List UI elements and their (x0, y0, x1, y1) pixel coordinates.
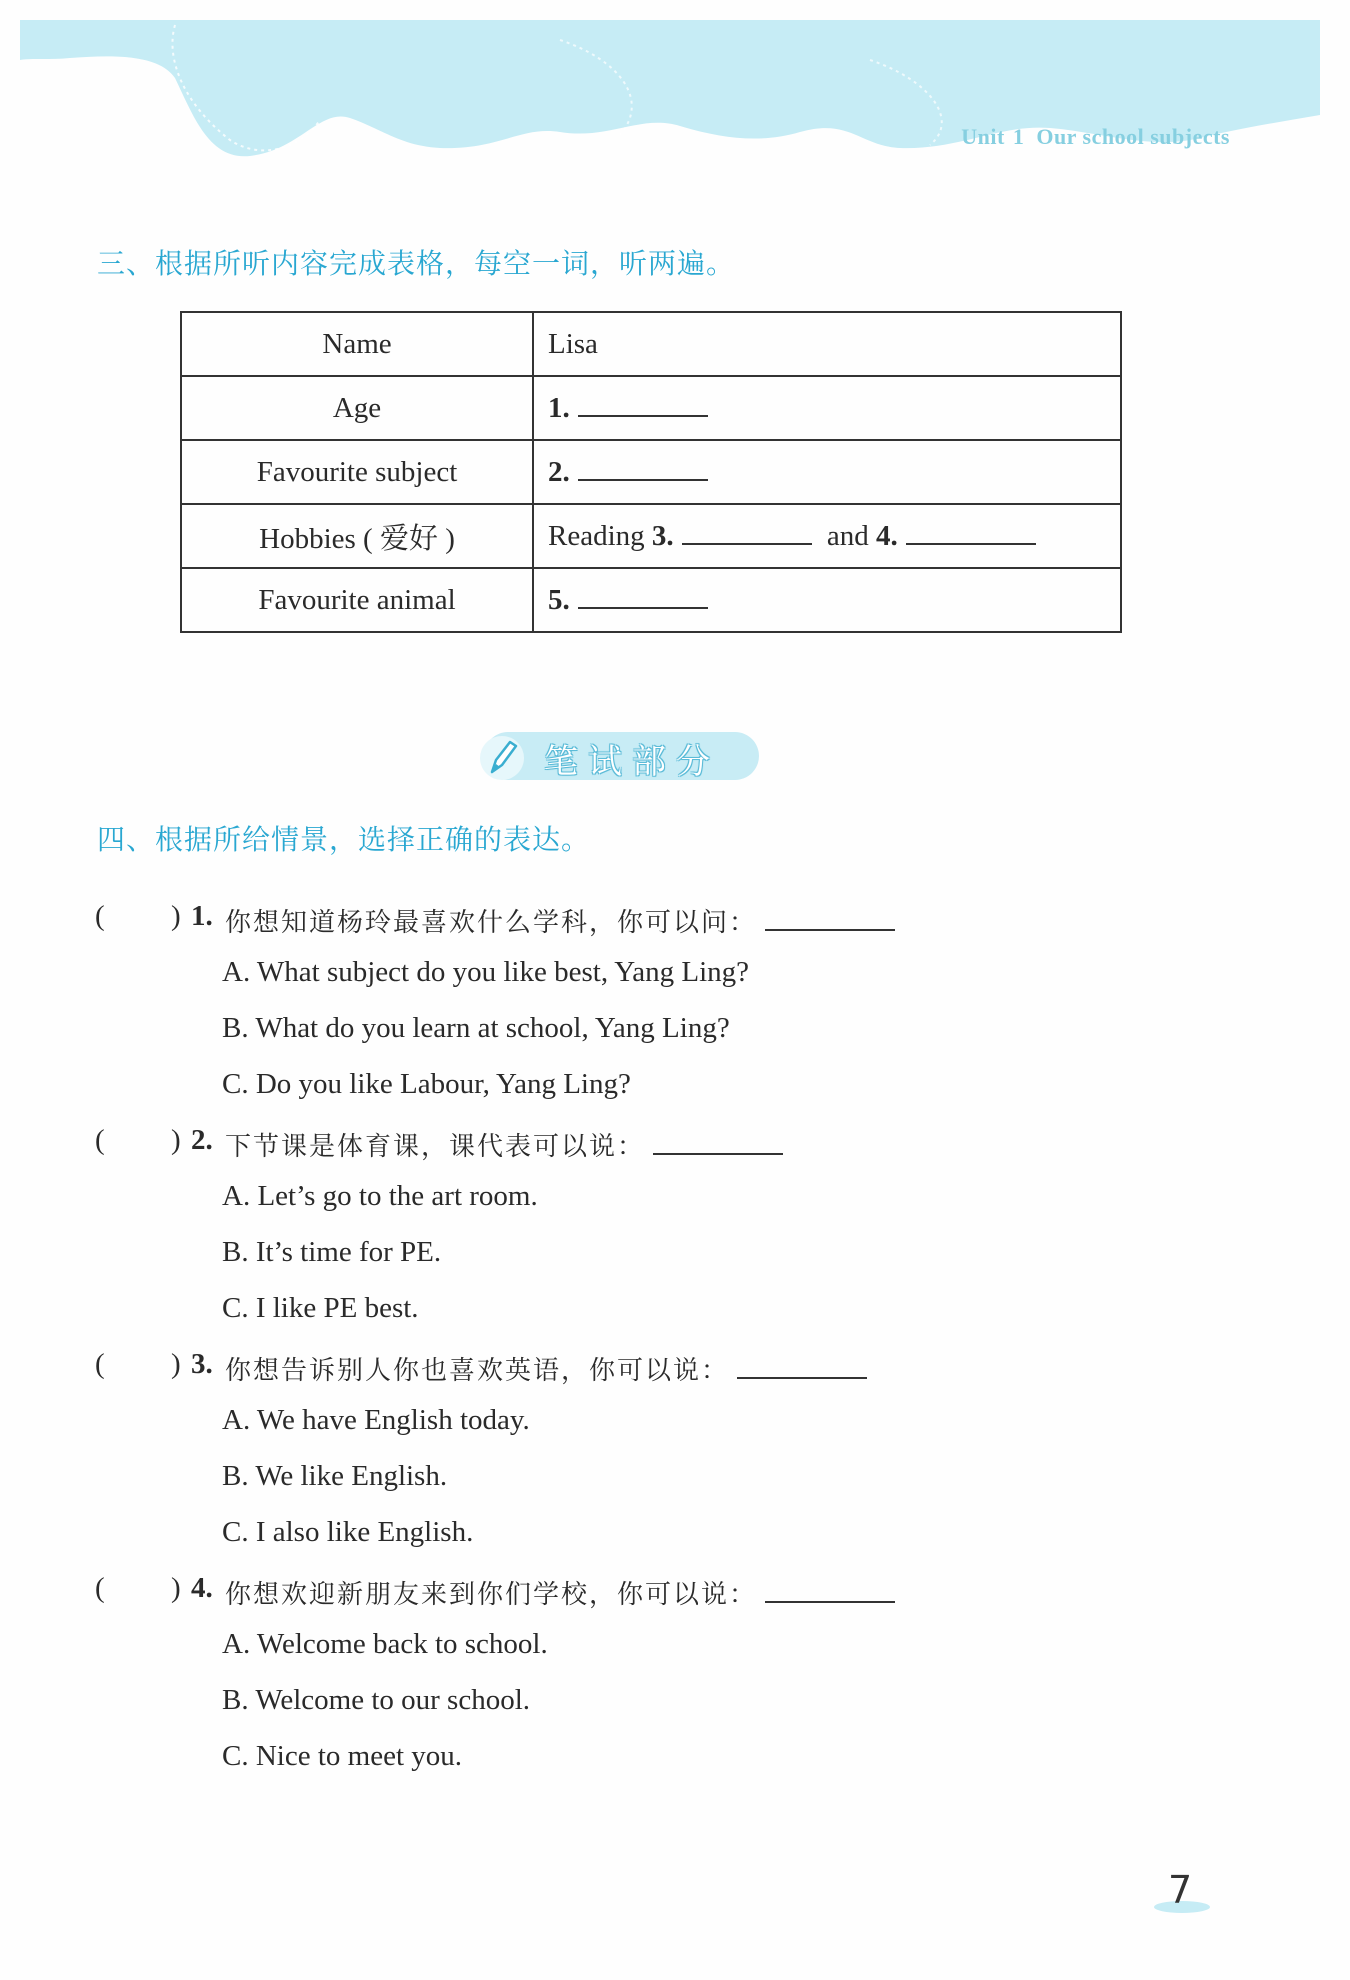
header-banner (0, 0, 1350, 200)
question-prompt (225, 1574, 895, 1611)
option-c: C. Do you like Labour, Yang Ling? (222, 1068, 631, 1100)
section4-heading: 四、根据所给情景，选择正确的表达。 (97, 823, 591, 856)
question-number: 3. (191, 1348, 213, 1380)
question-1 (95, 900, 1195, 1112)
answer-blank[interactable] (765, 903, 895, 931)
question-line (95, 1572, 1195, 1616)
answer-paren-open: ( (95, 900, 105, 932)
answer-blank[interactable] (906, 519, 1036, 545)
question-number: 1. (191, 900, 213, 932)
blank-number: 4. (876, 520, 898, 552)
section3-heading: 三、根据所听内容完成表格，每空一词，听两遍。 (97, 247, 736, 280)
row-value-name: Lisa (533, 312, 1121, 376)
option-b: B. Welcome to our school. (222, 1684, 531, 1716)
row-value-subject (533, 440, 1121, 504)
question-line (95, 900, 1195, 944)
info-table (180, 311, 1122, 633)
prompt-text: 你想告诉别人你也喜欢英语，你可以说： (225, 1356, 730, 1386)
answer-paren-close: ) (171, 1572, 181, 1604)
option-c: C. I like PE best. (222, 1292, 419, 1324)
unit-number: 1 (1012, 124, 1025, 149)
row-value-hobbies (533, 504, 1121, 568)
option-a: A. Let’s go to the art room. (222, 1180, 538, 1212)
page-number: 7 (1168, 1868, 1193, 1912)
answer-paren-close: ) (171, 1124, 181, 1156)
question-4 (95, 1572, 1195, 1784)
row-value-age (533, 376, 1121, 440)
question-number: 2. (191, 1124, 213, 1156)
row-label-name: Name (181, 312, 533, 376)
option-a: A. Welcome back to school. (222, 1628, 548, 1660)
answer-paren-close: ) (171, 1348, 181, 1380)
table-row (181, 504, 1121, 568)
table-row (181, 376, 1121, 440)
question-prompt (225, 1126, 783, 1163)
blank-number: 5. (548, 584, 570, 616)
prompt-text: 你想欢迎新朋友来到你们学校，你可以说： (225, 1580, 758, 1610)
question-line (95, 1348, 1195, 1392)
answer-blank[interactable] (578, 455, 708, 481)
row-label-hobbies: Hobbies ( 爱好 ) (181, 504, 533, 568)
hobby-prefix: Reading (548, 520, 645, 552)
row-label-age: Age (181, 376, 533, 440)
answer-blank[interactable] (765, 1575, 895, 1603)
question-prompt (225, 1350, 867, 1387)
written-part-badge (474, 728, 764, 784)
option-c: C. I also like English. (222, 1516, 474, 1548)
question-prompt (225, 902, 895, 939)
answer-blank[interactable] (653, 1127, 783, 1155)
question-3 (95, 1348, 1195, 1560)
pencil-icon (474, 728, 534, 788)
option-b: B. What do you learn at school, Yang Ling? (222, 1012, 730, 1044)
table-row (181, 440, 1121, 504)
unit-label: Unit (961, 124, 1005, 149)
answer-blank[interactable] (578, 583, 708, 609)
question-line (95, 1124, 1195, 1168)
blank-number: 2. (548, 456, 570, 488)
table-row (181, 312, 1121, 376)
prompt-text: 你想知道杨玲最喜欢什么学科，你可以问： (225, 908, 758, 938)
question-number: 4. (191, 1572, 213, 1604)
answer-paren-close: ) (171, 900, 181, 932)
blank-number: 1. (548, 392, 570, 424)
written-part-label: 笔试部分 (544, 742, 720, 782)
answer-blank[interactable] (578, 391, 708, 417)
answer-blank[interactable] (682, 519, 812, 545)
question-2 (95, 1124, 1195, 1336)
option-b: B. We like English. (222, 1460, 448, 1492)
answer-paren-open: ( (95, 1348, 105, 1380)
table-row (181, 568, 1121, 632)
answer-paren-open: ( (95, 1124, 105, 1156)
option-b: B. It’s time for PE. (222, 1236, 442, 1268)
unit-name: Our school subjects (1036, 124, 1230, 149)
blank-number: 3. (651, 520, 674, 552)
row-label-subject: Favourite subject (181, 440, 533, 504)
unit-title (961, 124, 1230, 150)
option-c: C. Nice to meet you. (222, 1740, 463, 1772)
option-a: A. What subject do you like best, Yang Ling? (222, 956, 750, 988)
row-label-animal: Favourite animal (181, 568, 533, 632)
prompt-text: 下节课是体育课，课代表可以说： (225, 1132, 646, 1162)
hobby-connector: and (826, 520, 869, 552)
row-value-animal (533, 568, 1121, 632)
option-a: A. We have English today. (222, 1404, 530, 1436)
answer-blank[interactable] (737, 1351, 867, 1379)
answer-paren-open: ( (95, 1572, 105, 1604)
